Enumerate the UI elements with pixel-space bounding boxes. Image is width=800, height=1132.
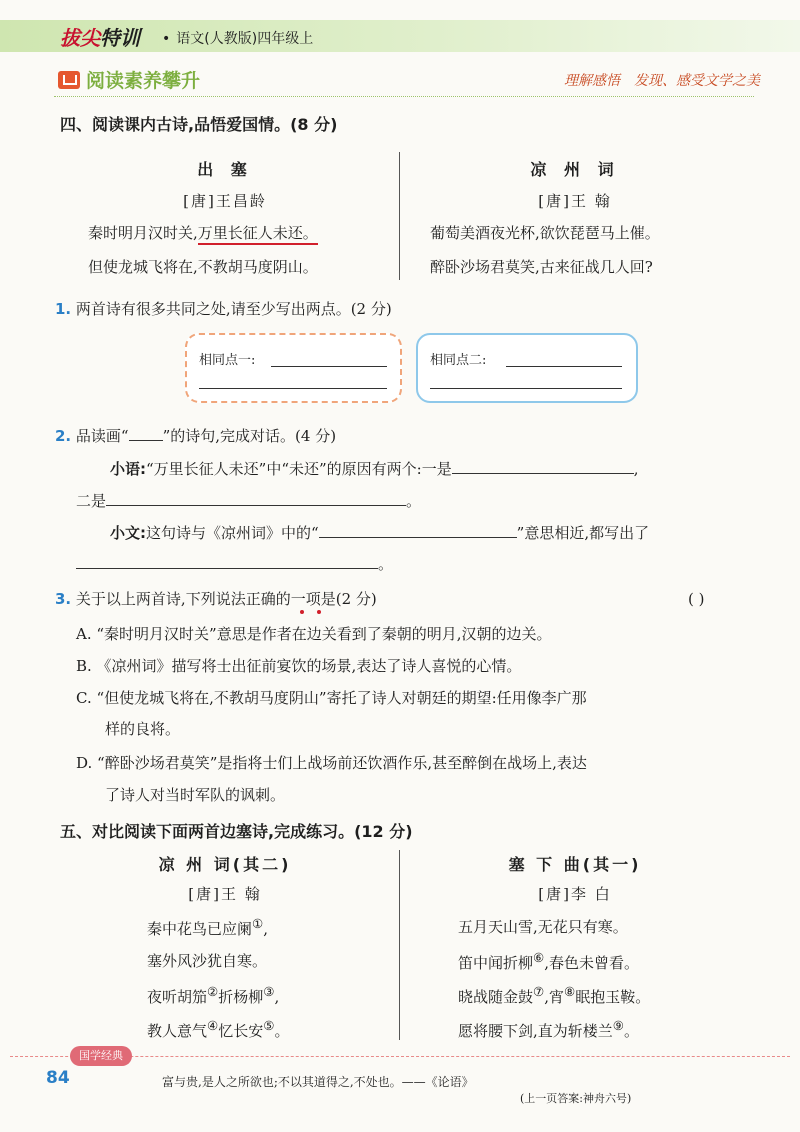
poem-liangzhouci2-line3: 夜听胡笳②折杨柳③, <box>147 984 280 1006</box>
poem-chusai-line1: 秦时明月汉时关,万里长征人未还。 <box>88 222 318 243</box>
emphasis-dot <box>300 610 304 614</box>
poem-divider-2 <box>399 850 400 1040</box>
poem-divider <box>399 152 400 280</box>
section-title: 阅读素养攀升 <box>86 70 201 92</box>
book-icon <box>58 71 80 89</box>
box2-blank-2 <box>430 388 622 389</box>
poem-liangzhouci2-author: [唐]王 翰 <box>188 885 262 903</box>
poem-saixiaqu-author: [唐]李 白 <box>538 885 612 903</box>
option-c: C. “但使龙城飞将在,不教胡马度阴山”寄托了诗人对朝廷的期望:任用像李广那 <box>76 689 587 707</box>
box2-label: 相同点二: <box>430 353 487 368</box>
answer-box-1[interactable] <box>185 333 402 403</box>
book-subtitle: • 语文(人教版)四年级上 <box>162 31 314 47</box>
poem-saixiaqu-line2: 笛中闻折柳⑥,春色未曾看。 <box>458 950 640 972</box>
emphasis-correct: 正确 <box>245 590 276 608</box>
answer-blank-1[interactable] <box>452 459 634 474</box>
dialogue-xiaowen-cont: 。 <box>76 553 393 574</box>
option-d: D. “醉卧沙场君莫笑”是指将士们上战场前还饮酒作乐,甚至醉倒在战场上,表达 <box>76 754 587 772</box>
poem-liangzhouci-line1: 葡萄美酒夜光杯,欲饮琵琶马上催。 <box>430 224 660 242</box>
option-b: B. 《凉州词》描写将士出征前宴饮的场景,表达了诗人喜悦的心情。 <box>76 657 522 675</box>
footer-badge: 国学经典 <box>70 1046 132 1066</box>
option-c-cont: 样的良将。 <box>105 720 181 738</box>
box2-blank-1 <box>506 366 622 367</box>
section-tagline: 理解感悟 发现、感受文学之美 <box>564 73 760 89</box>
footer-quote: 富与贵,是人之所欲也;不以其道得之,不处也。——《论语》 <box>162 1075 474 1089</box>
poem-liangzhouci2-title: 凉 州 词(其二) <box>158 855 292 874</box>
poem-saixiaqu-line3: 晓战随金鼓⑦,宵⑧眠抱玉鞍。 <box>458 984 651 1006</box>
question-3: 3. 关于以上两首诗,下列说法正确的一项是(2 分) <box>55 590 377 608</box>
poem-liangzhouci-author: [唐]王 翰 <box>538 192 612 210</box>
poem-saixiaqu-line4: 愿将腰下剑,直为斩楼兰⑨。 <box>458 1018 640 1040</box>
poem-liangzhouci-title: 凉 州 词 <box>530 160 620 179</box>
answer-box-2[interactable] <box>416 333 638 403</box>
poem-liangzhouci2-line2: 塞外风沙犹自寒。 <box>147 952 268 970</box>
option-a: A. “秦时明月汉时关”意思是作者在边关看到了秦朝的明月,汉朝的边关。 <box>76 625 552 643</box>
question-2: 2. 品读画“ ”的诗句,完成对话。(4 分) <box>55 427 337 445</box>
question-1: 1. 两首诗有很多共同之处,请至少写出两点。(2 分) <box>55 300 392 318</box>
dialogue-xiaoyu-cont: 二是 。 <box>76 492 422 510</box>
emphasis-dot <box>317 610 321 614</box>
poem-saixiaqu-title: 塞 下 曲(其一) <box>508 855 642 874</box>
poem-chusai-title: 出 塞 <box>197 160 253 179</box>
poem-chusai-author: [唐]王昌龄 <box>183 192 267 210</box>
poem-liangzhouci2-line1: 秦中花鸟已应阑①, <box>147 916 269 938</box>
box1-label: 相同点一: <box>199 353 256 368</box>
section-divider <box>54 96 754 97</box>
poem-liangzhouci2-line4: 教人意气④忆长安⑤。 <box>147 1018 290 1040</box>
option-d-cont: 了诗人对当时军队的讽刺。 <box>105 786 286 804</box>
part5-heading: 五、对比阅读下面两首边塞诗,完成练习。(12 分) <box>60 822 413 841</box>
part4-heading: 四、阅读课内古诗,品悟爱国情。(8 分) <box>60 115 338 134</box>
blank-mark <box>129 426 163 441</box>
box1-blank-1 <box>271 366 387 367</box>
dialogue-xiaowen: 小文:这句诗与《凉州词》中的“ ”意思相近,都写出了 <box>110 524 650 542</box>
box1-blank-2 <box>199 388 387 389</box>
answer-blank-3[interactable] <box>319 523 517 538</box>
dialogue-xiaoyu: 小语:“万里长征人未还”中“未还”的原因有两个:一是 , <box>110 460 639 478</box>
poem-chusai-line2: 但使龙城飞将在,不教胡马度阴山。 <box>88 258 318 276</box>
poem-saixiaqu-line1: 五月天山雪,无花只有寒。 <box>458 918 628 936</box>
answer-blank-2[interactable] <box>106 491 406 506</box>
brand-logo: 拔尖特训 <box>60 26 140 50</box>
underlined-verse: 万里长征人未还。 <box>198 224 318 245</box>
answer-blank-4[interactable] <box>76 554 378 569</box>
answer-parentheses[interactable]: ( ) <box>688 590 705 608</box>
previous-answer: (上一页答案:神舟六号) <box>520 1092 632 1105</box>
page-number: 84 <box>46 1068 70 1088</box>
poem-liangzhouci-line2: 醉卧沙场君莫笑,古来征战几人回? <box>430 258 653 276</box>
